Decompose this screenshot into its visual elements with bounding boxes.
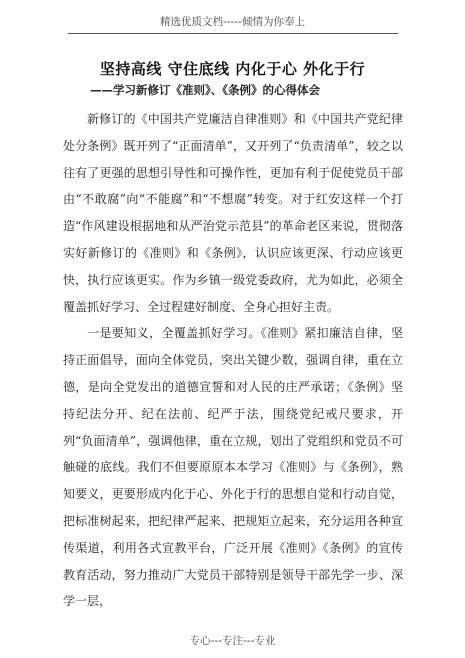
document-subtitle: ——学习新修订《准则》、《条例》的心得体会 — [90, 83, 320, 97]
document-body — [63, 106, 403, 615]
body-paragraph-2: 一是要知义，全覆盖抓好学习。《准则》紧扣廉洁自律，坚持正面倡导，面向全体党员，突出关键少数，强调自律，重在立德，是向全党发出的道德宣誓和对人民的庄严承诺；《条例》坚持纪法分开、纪在法前、纪严于法，围绕党纪戒尺要求，开列“负面清单”，强调他律，重在立规，划出了党组织和党员不可触碰的底线。我们不但要原原本本学习《准则》与《条例》，熟知要义，更要形成内化于心、外化于行的思想自觉和行动自觉，把标准树起来，把纪律严起来、把规矩立起来，充分运用各种宣传渠道，利用各式宣教平台，广泛开展《准则》《条例》的宣传教育活动，努力推动广大党员干部特别是领导干部先学一步、深学一层， — [63, 326, 403, 609]
header-divider — [68, 33, 398, 34]
page-footer: 专心---专注---专业 — [189, 635, 276, 647]
body-paragraph-1: 新修订的《中国共产党廉洁自律准则》和《中国共产党纪律处分条例》既开列了“正面清单”，又开列了“负责清单”，较之以往有了更强的思想引导性和可操作性，更加有利于促使党员干部由“不敢腐”向“不能腐”和“不想腐”转变。对于红安这样一个打造“作风建设根据地和从严治党示范县”的革命老区来说，贯彻落实好新修订的《准则》和《条例》，认识应该更深、行动应该更快，执行应该更实。作为乡镇一级党委政府，尤为如此，必须全覆盖抓好学习、全过程建好制度、全身心担好主责。 — [63, 112, 403, 314]
page-header: 精选优质文档-----倾情为你奉上 — [160, 16, 305, 28]
document-title: 坚持高线 守住底线 内化于心 外化于行 — [99, 60, 366, 78]
